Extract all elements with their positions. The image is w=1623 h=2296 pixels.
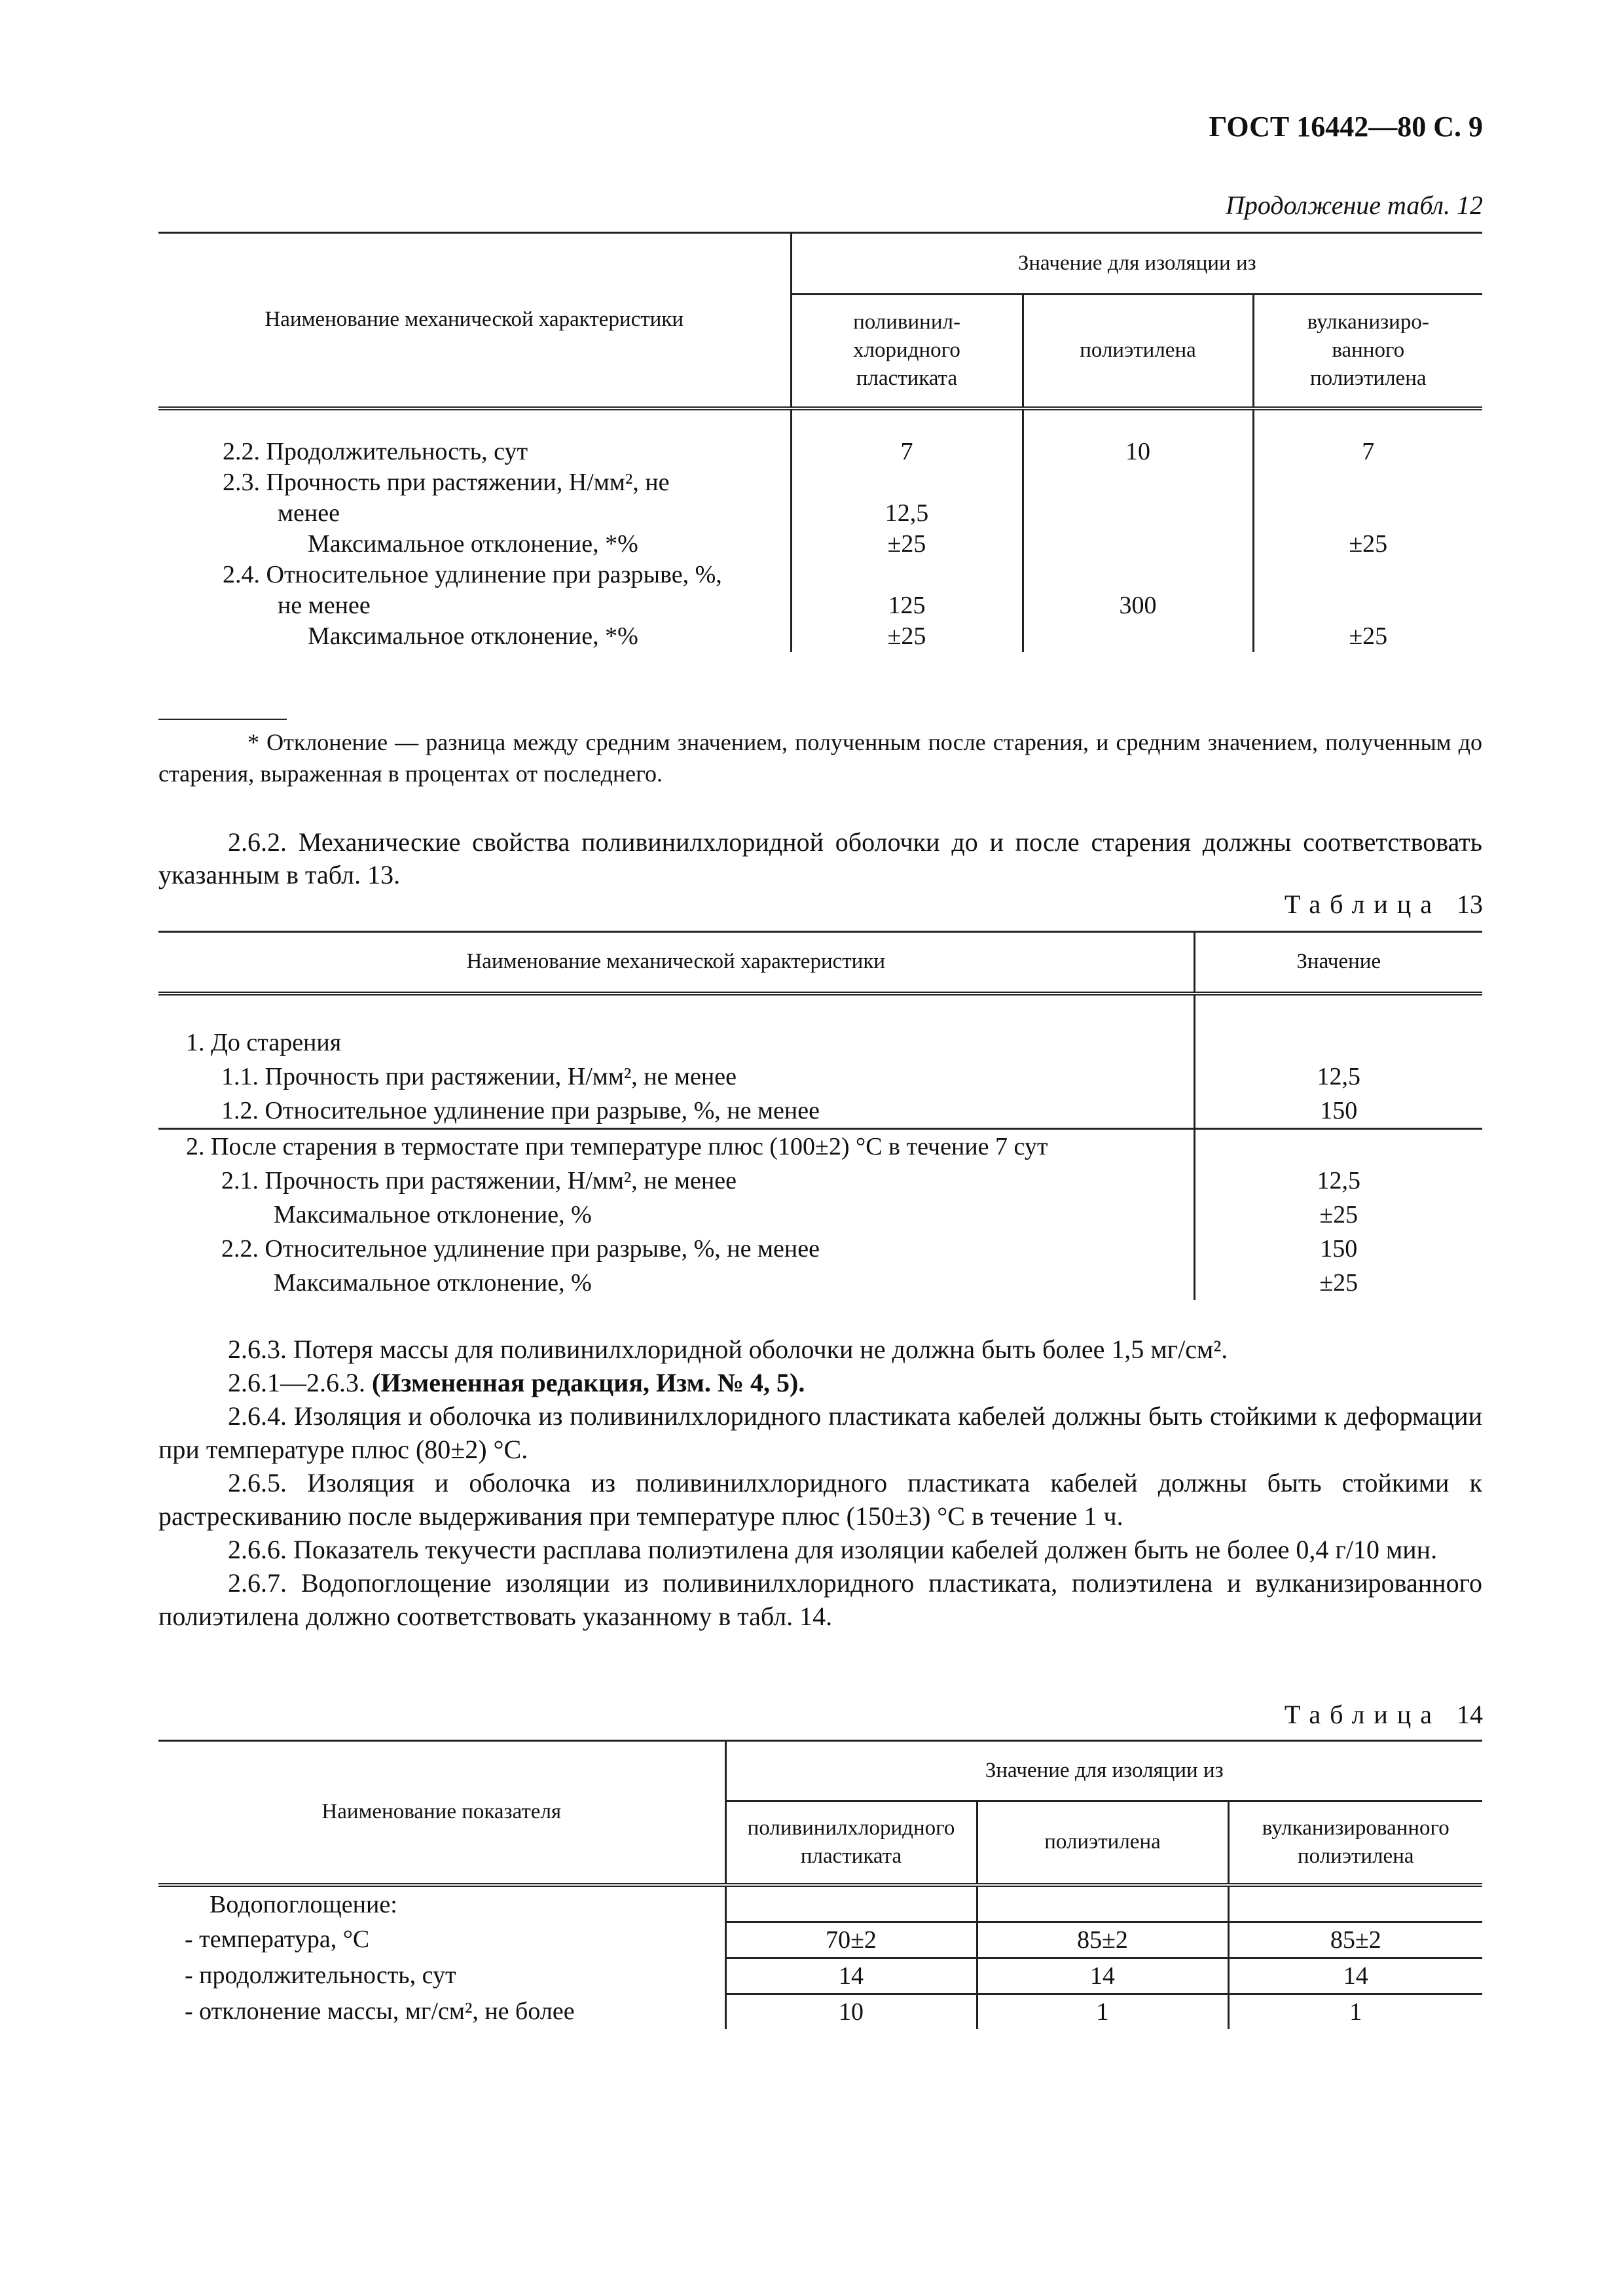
amendment-ref: 2.6.1—2.6.3. — [228, 1368, 372, 1397]
table-row — [158, 621, 1482, 652]
table-row — [158, 1128, 1482, 1164]
cell-value: 12,5 — [1194, 1060, 1482, 1094]
cell-value: ±25 — [791, 621, 1023, 652]
paragraphs-block — [158, 1333, 1482, 1633]
table-12 — [158, 232, 1482, 652]
t12-header-name: Наименование механической характеристики — [158, 233, 791, 408]
table-row — [158, 437, 1482, 467]
t13-header-value: Значение — [1194, 932, 1482, 994]
cell-value: 14 — [977, 1958, 1228, 1994]
footnote: * Отклонение — разница между средним значением, полученным после старения, и средним значением, полученным до старения, выраженная в процентах от последнего. — [158, 729, 1482, 787]
table-13 — [158, 931, 1482, 1300]
row-label: Максимальное отклонение, % — [274, 1200, 592, 1229]
table-row — [158, 1060, 1482, 1094]
row-label: 1. До старения — [186, 1028, 342, 1056]
table-14 — [158, 1740, 1482, 2029]
amendment-text: (Измененная редакция, Изм. № 4, 5). — [372, 1368, 805, 1397]
cell-value: 1 — [977, 1994, 1228, 2030]
row-label: Максимальное отклонение, *% — [308, 622, 638, 650]
table-row — [158, 1232, 1482, 1266]
cell-value — [1194, 1128, 1482, 1164]
cell-value: 125 — [791, 590, 1023, 621]
cell-value: ±25 — [1194, 1266, 1482, 1300]
paragraph-2-6-6: 2.6.6. Показатель текучести расплава полиэтилена для изоляции кабелей должен быть не более 0,4 г/10 мин. — [228, 1535, 1438, 1564]
paragraph-2-6-5: 2.6.5. Изоляция и оболочка из поливинилхлоридного пластиката кабелей должны быть стойкими к растрескиванию после выдерживания при температуре плюс (150±3) °С в течение 1 ч. — [158, 1468, 1482, 1531]
table-14-caption — [1285, 1699, 1483, 1730]
cell-value — [1023, 621, 1253, 652]
row-label: 2. После старения в термостате при температуре плюс (100±2) °С в течение 7 сут — [186, 1132, 1048, 1160]
cell-value: 12,5 — [1194, 1164, 1482, 1198]
table-row — [158, 1266, 1482, 1300]
caption-word: Таблица — [1284, 889, 1441, 919]
row-label: - продолжительность, сут — [185, 1961, 456, 1989]
table-row — [158, 1164, 1482, 1198]
cell-value: ±25 — [791, 529, 1023, 560]
table-row — [158, 467, 1482, 498]
cell-value: 14 — [1228, 1958, 1482, 1994]
cell-value — [791, 467, 1023, 498]
row-label: не менее — [278, 591, 371, 619]
cell-value — [1023, 498, 1253, 529]
t12-header-col-1: поливинил- хлоридного пластиката — [791, 295, 1023, 408]
cell-value: 85±2 — [1228, 1922, 1482, 1958]
table-row — [158, 1885, 1482, 1922]
cell-value: 1 — [1228, 1994, 1482, 2030]
cell-value: 300 — [1023, 590, 1253, 621]
t14-header-group: Значение для изоляции из — [725, 1741, 1482, 1801]
row-label: 2.2. Относительное удлинение при разрыве, %, не менее — [221, 1234, 820, 1263]
cell-value: 70±2 — [725, 1922, 977, 1958]
cell-value — [791, 560, 1023, 590]
row-label: 2.4. Относительное удлинение при разрыве, %, — [223, 560, 722, 588]
table-continuation-label: Продолжение табл. 12 — [1225, 190, 1483, 220]
cell-value: 7 — [791, 437, 1023, 467]
cell-value — [977, 1885, 1228, 1922]
row-label: Водопоглощение: — [210, 1890, 397, 1918]
row-label: 1.1. Прочность при растяжении, Н/мм², не менее — [221, 1062, 737, 1090]
cell-value — [725, 1885, 977, 1922]
caption-word: Таблица — [1284, 1700, 1441, 1729]
table-row — [158, 1994, 1482, 2030]
row-label: - отклонение массы, мг/см², не более — [185, 1997, 575, 2025]
cell-value: ±25 — [1194, 1198, 1482, 1232]
t14-header-name: Наименование показателя — [158, 1741, 725, 1885]
caption-number: 14 — [1457, 1700, 1483, 1729]
caption-number: 13 — [1457, 889, 1483, 919]
cell-value — [1228, 1885, 1482, 1922]
t13-header-name: Наименование механической характеристики — [158, 932, 1194, 994]
cell-value: 10 — [725, 1994, 977, 2030]
t12-header-col-3: вулканизиро- ванного полиэтилена — [1253, 295, 1482, 408]
cell-value: 85±2 — [977, 1922, 1228, 1958]
table-row — [158, 1094, 1482, 1129]
cell-value — [1253, 467, 1482, 498]
cell-value: ±25 — [1253, 529, 1482, 560]
table-row — [158, 1958, 1482, 1994]
row-label: 2.3. Прочность при растяжении, Н/мм², не — [223, 468, 670, 496]
table-row — [158, 1026, 1482, 1060]
paragraph-2-6-2: 2.6.2. Механические свойства поливинилхлоридной оболочки до и после старения должны соответствовать указанным в табл. 13. — [158, 827, 1482, 889]
page-header: ГОСТ 16442—80 С. 9 — [1209, 111, 1483, 143]
row-label: 2.2. Продолжительность, сут — [223, 437, 528, 465]
paragraph-2-6-7: 2.6.7. Водопоглощение изоляции из поливинилхлоридного пластиката, полиэтилена и вулканизированного полиэтилена должно соответствовать указанному в табл. 14. — [158, 1568, 1482, 1631]
cell-value: ±25 — [1253, 621, 1482, 652]
table-13-caption — [1285, 889, 1483, 920]
table-row — [158, 590, 1482, 621]
table-row — [158, 560, 1482, 590]
table-row — [158, 1922, 1482, 1958]
table-row — [158, 529, 1482, 560]
t12-header-group: Значение для изоляции из — [791, 233, 1482, 295]
cell-value: 10 — [1023, 437, 1253, 467]
cell-value — [1023, 529, 1253, 560]
cell-value: 12,5 — [791, 498, 1023, 529]
row-label: Максимальное отклонение, *% — [308, 529, 638, 558]
cell-value — [1253, 498, 1482, 529]
cell-value — [1194, 1026, 1482, 1060]
cell-value — [1253, 590, 1482, 621]
row-label: - температура, °С — [185, 1925, 370, 1953]
t14-header-col-2: полиэтилена — [977, 1801, 1228, 1885]
row-label: Максимальное отклонение, % — [274, 1268, 592, 1297]
cell-value: 14 — [725, 1958, 977, 1994]
cell-value — [1023, 560, 1253, 590]
row-label: менее — [278, 499, 340, 527]
paragraph-amendment — [158, 1366, 1482, 1399]
cell-value — [1253, 560, 1482, 590]
t14-header-col-3: вулканизированного полиэтилена — [1228, 1801, 1482, 1885]
paragraph-2-6-3: 2.6.3. Потеря массы для поливинилхлоридной оболочки не должна быть более 1,5 мг/см². — [228, 1335, 1228, 1364]
cell-value: 7 — [1253, 437, 1482, 467]
cell-value: 150 — [1194, 1094, 1482, 1129]
cell-value — [1023, 467, 1253, 498]
t14-header-col-1: поливинилхлоридного пластиката — [725, 1801, 977, 1885]
row-label: 1.2. Относительное удлинение при разрыве, %, не менее — [158, 1094, 1194, 1129]
row-label: 2.1. Прочность при растяжении, Н/мм², не менее — [221, 1166, 737, 1194]
table-row — [158, 498, 1482, 529]
cell-value: 150 — [1194, 1232, 1482, 1266]
paragraph-2-6-4: 2.6.4. Изоляция и оболочка из поливинилхлоридного пластиката кабелей должны быть стойкими к деформации при температуре плюс (80±2) °С. — [158, 1401, 1482, 1464]
table-row — [158, 1198, 1482, 1232]
t12-header-col-2: полиэтилена — [1023, 295, 1253, 408]
footnote-rule — [158, 719, 287, 720]
